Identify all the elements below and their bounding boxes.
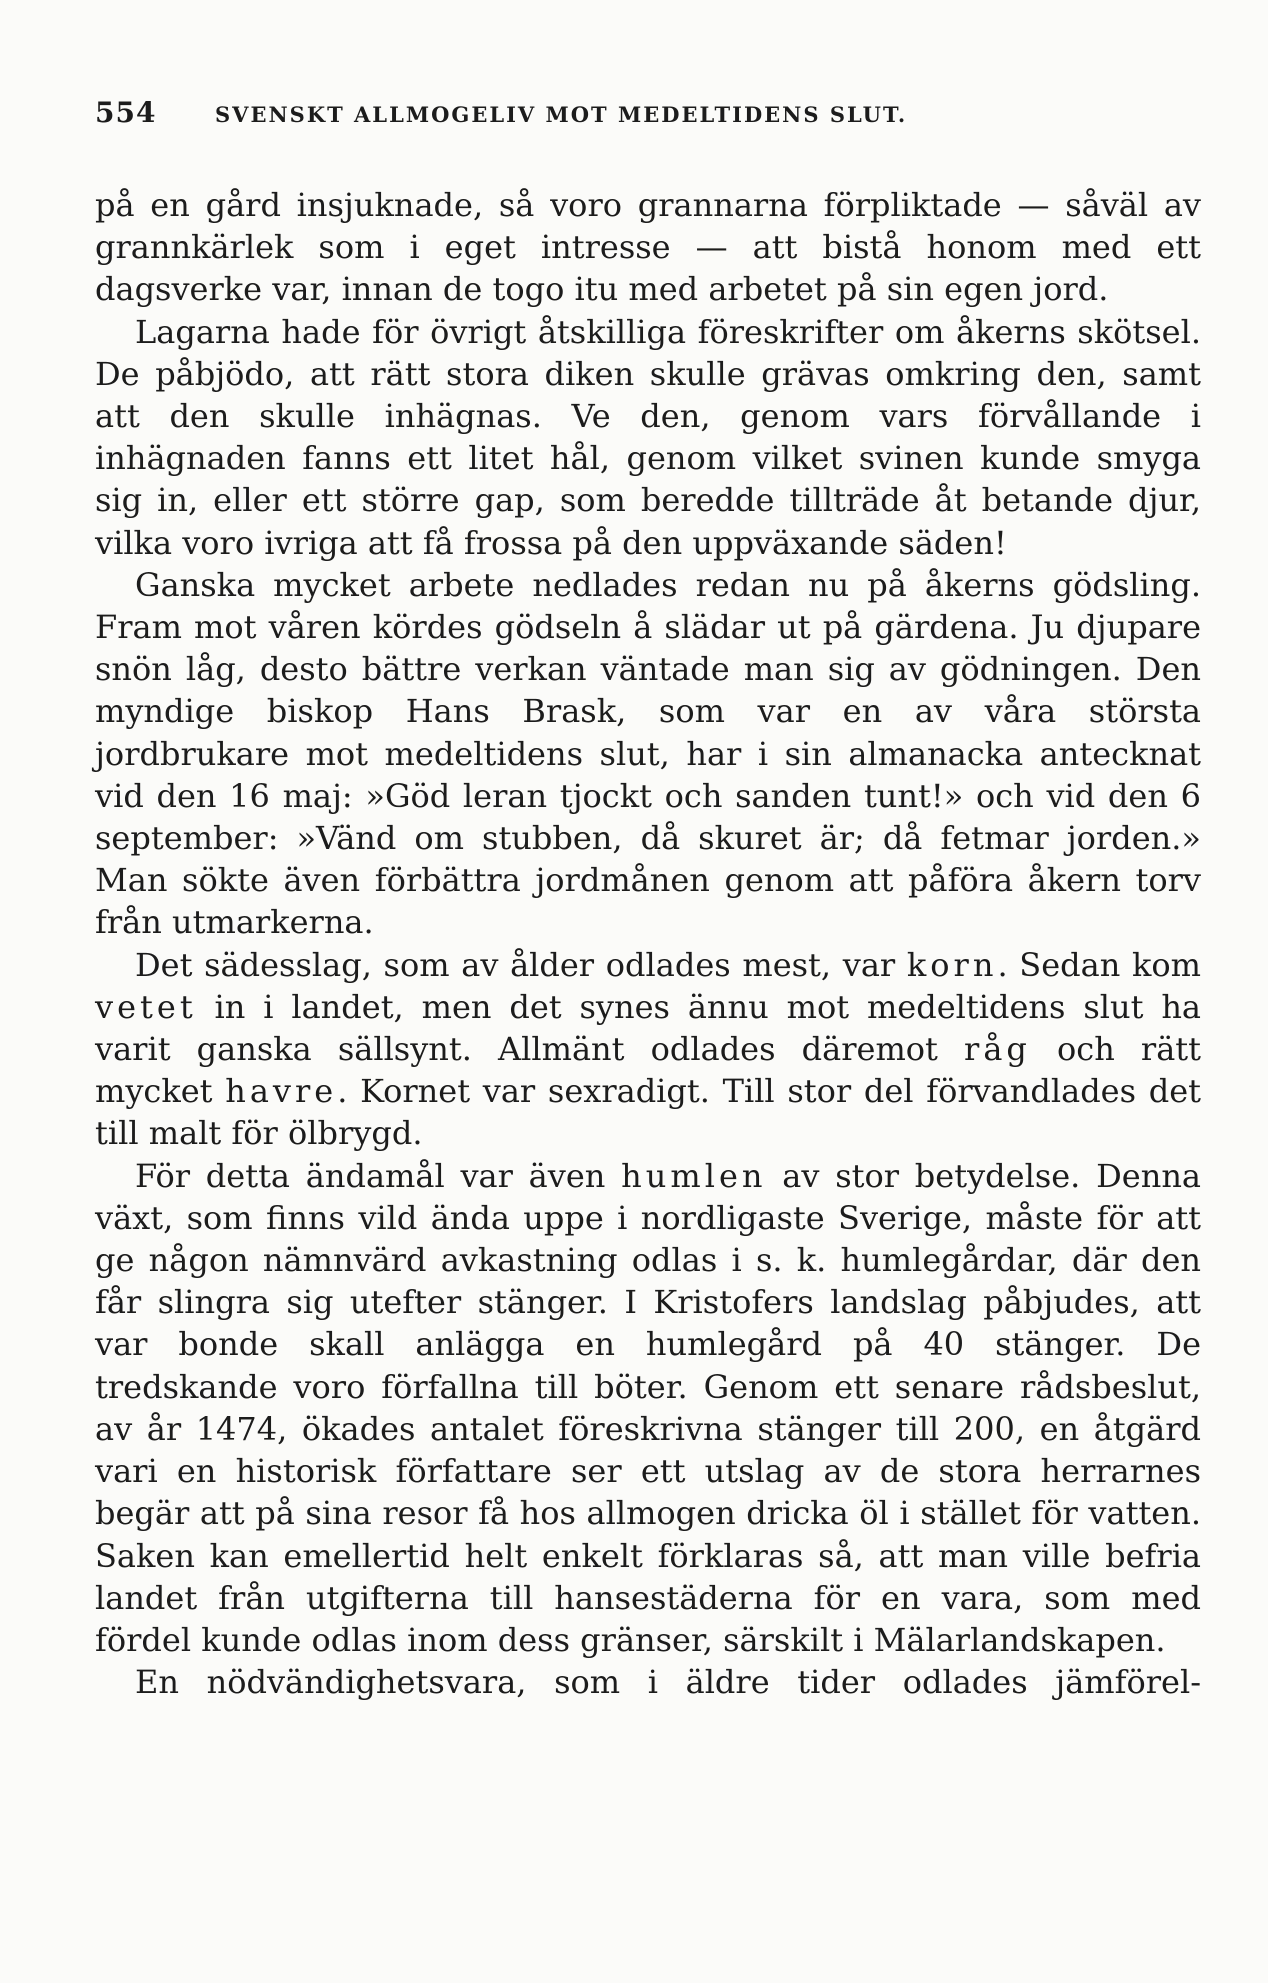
text-run: in i landet, men det synes ännu mot medeltidens slut ha varit ganska sällsynt. Allmänt odlades däremot (95, 987, 1201, 1069)
paragraph-grain-types (95, 944, 1201, 1155)
paragraph-necessity: En nödvändighetsvara, som i äldre tider odlades jämförel- (135, 1663, 1201, 1702)
paragraph-continued: på en gård insjuknade, så voro grannarna förpliktade — såväl av grannkärlek som i eget intresse — att bistå honom med ett dagsverke var, innan de togo itu med arbetet på sin egen jord. (95, 186, 1201, 309)
emphasis-vetet: vetet (95, 987, 197, 1026)
body-text (95, 184, 1201, 1703)
paragraph-manuring: Ganska mycket arbete nedlades redan nu på åkerns gödsling. Fram mot våren kördes gödseln å slädar ut på gärdena. Ju djupare snön låg, desto bättre verkan väntade man sig av gödningen. Den myndige biskop Hans Brask, som var en av våra största jordbrukare mot medeltidens slut, har i sin almanacka antecknat vid den 16 maj: »Göd leran tjockt och sanden tunt!» och vid den 6 september: »Vänd om stubben, då skuret är; då fetmar jorden.» Man sökte även förbättra jordmånen genom att påföra åkern torv från utmarkerna. (95, 565, 1201, 942)
emphasis-rag: råg (964, 1030, 1031, 1069)
paragraph-field-care: Lagarna hade för övrigt åtskilliga föreskrifter om åkerns skötsel. De påbjödo, att rätt stora diken skulle grävas omkring den, samt att den skulle inhägnas. Ve den, genom vars förvållande i inhägnaden fanns ett litet hål, genom vilket svinen kunde smyga sig in, eller ett större gap, som beredde tillträde åt betande djur, vilka voro ivriga att få frossa på den uppväxande säden! (95, 312, 1201, 562)
running-title: SVENSKT ALLMOGELIV MOT MEDELTIDENS SLUT. (215, 102, 908, 127)
text-run: Det sädesslag, som av ålder odlades mest, var (135, 945, 907, 984)
page-number: 554 (95, 96, 157, 129)
text-run: För detta ändamål var även (135, 1156, 622, 1195)
emphasis-havre: havre (225, 1072, 338, 1111)
book-page (95, 96, 1201, 1703)
emphasis-humlen: humlen (621, 1156, 767, 1195)
paragraph-hops (95, 1155, 1201, 1661)
text-run: och rätt mycket (95, 1030, 1202, 1111)
text-run: . Sedan kom (997, 945, 1202, 984)
text-run: . Kornet var sexradigt. Till stor del förvandlades det till malt för ölbrygd. (95, 1072, 1202, 1153)
text-run: av stor betydelse. Denna växt, som finns vild ända uppe i nordligaste Sverige, måste för att ge någon nämnvärd avkastning odlas i s. k. humlegårdar, där den får slingra sig utefter stänger. I Kristofers landslag påbjudes, att var bonde skall anlägga en humlegård på 40 stänger. De tredskande voro förfallna till böter. Genom ett senare rådsbeslut, av år 1474, ökades antalet föreskrivna stänger till 200, en åtgärd vari en historisk författare ser ett utslag av de stora herrarnes begär att på sina resor få hos allmogen dricka öl i stället för vatten. Saken kan emellertid helt enkelt förklaras så, att man ville befria landet från utgifterna till hansestäderna för en vara, som med fördel kunde odlas inom dess gränser, särskilt i Mälarlandskapen. (95, 1156, 1202, 1659)
running-head (95, 96, 1201, 144)
emphasis-korn: korn (906, 945, 998, 984)
